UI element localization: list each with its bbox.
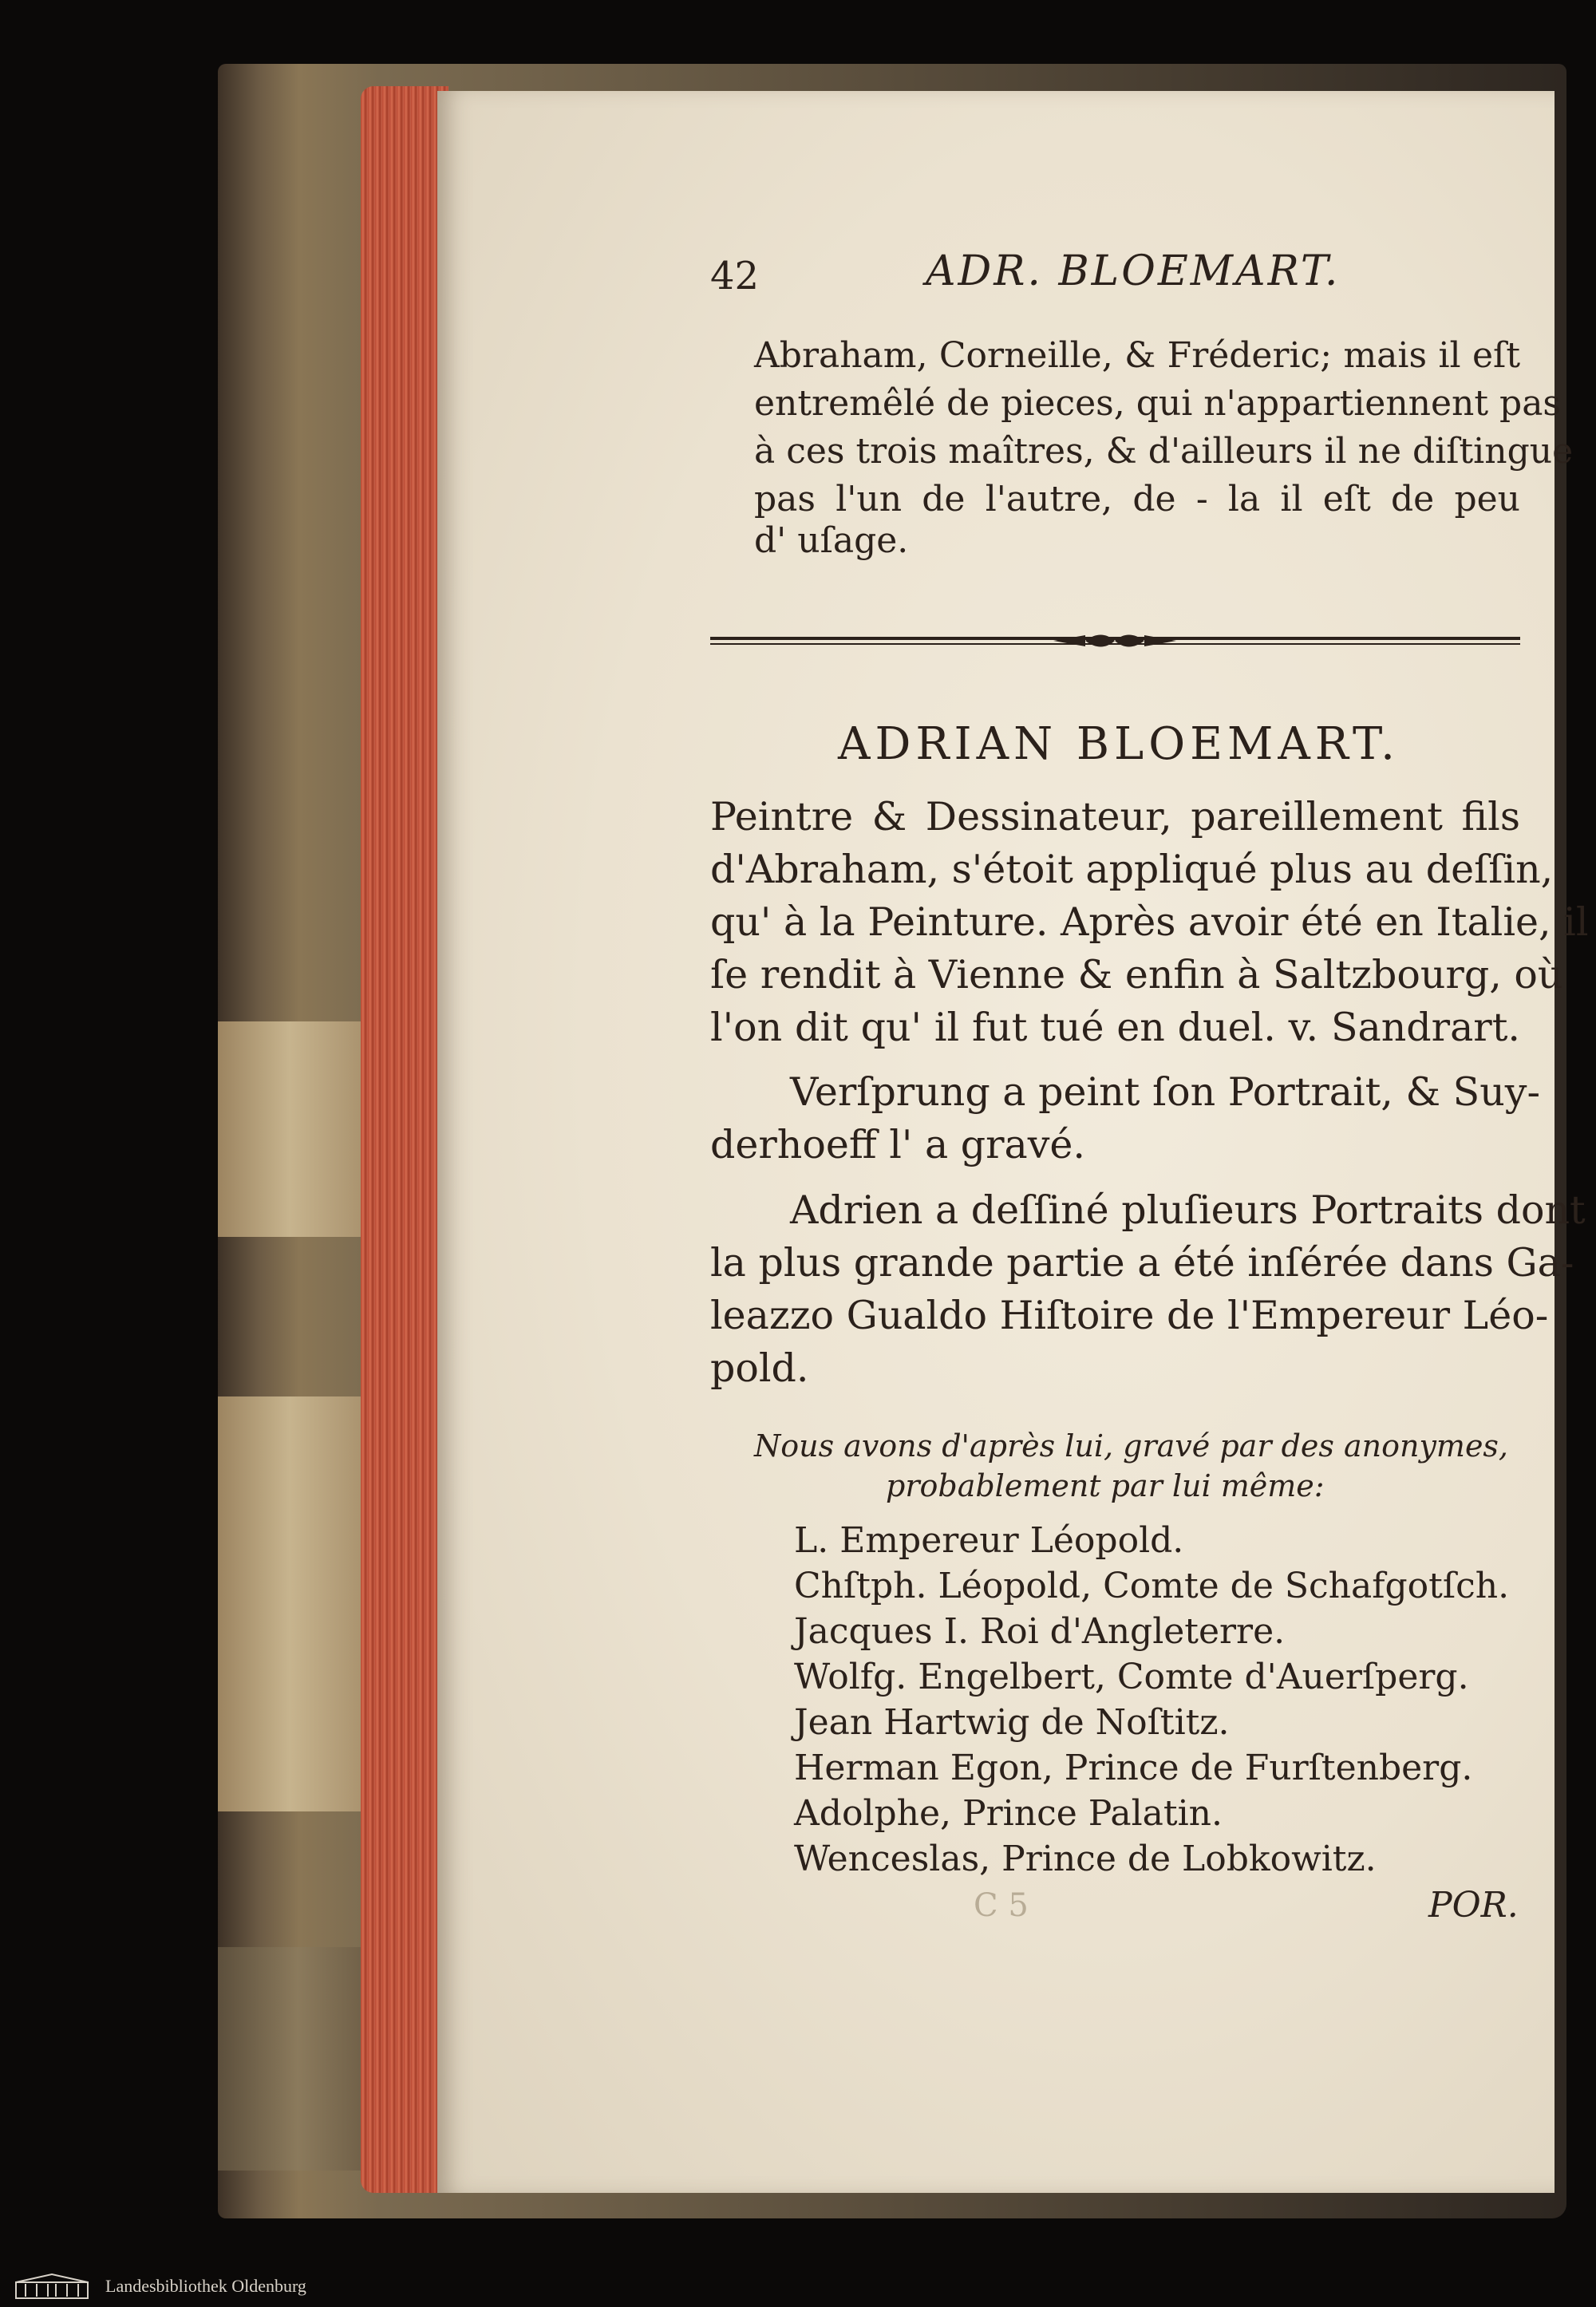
paragraph-line: d'Abraham, s'étoit appliqué plus au deſſin, — [710, 847, 1554, 892]
section-title: ADRIAN BLOEMART. — [838, 718, 1400, 770]
paragraph-line: pold. — [710, 1345, 809, 1391]
continuation-line: entremêlé de pieces, qui n'appartiennent pas — [754, 383, 1562, 424]
cover-spine-band — [218, 1021, 377, 1237]
signature-mark: C 5 — [974, 1887, 1029, 1924]
cover-spine-band — [218, 1396, 377, 1811]
paragraph-line: Adrien a deſſiné pluſieurs Portraits dont — [790, 1187, 1586, 1233]
paragraph-line: Verſprung a peint ſon Portrait, & Suy- — [790, 1069, 1541, 1115]
catchword: POR. — [1428, 1885, 1519, 1926]
paragraph-line: qu' à la Peinture. Après avoir été en Italie, il — [710, 899, 1589, 945]
paragraph-line: Peintre & Dessinateur, pareillement fils — [710, 794, 1520, 839]
portrait-list-item: Adolphe, Prince Palatin. — [794, 1793, 1223, 1834]
page-number: 42 — [710, 254, 760, 298]
library-building-icon — [14, 2273, 89, 2300]
continuation-line: Abraham, Corneille, & Fréderic; mais il eſt — [754, 335, 1520, 376]
portrait-list-item: Herman Egon, Prince de Furſtenberg. — [794, 1748, 1473, 1788]
continuation-line: d' uſage. — [754, 520, 909, 561]
continuation-line: pas l'un de l'autre, de - la il eſt de peu — [754, 479, 1520, 519]
footer-bar — [0, 2265, 1596, 2307]
portrait-list-item: Wenceslas, Prince de Lobkowitz. — [794, 1839, 1377, 1879]
paragraph-line: derhoeff l' a gravé. — [710, 1122, 1085, 1167]
list-caption: Nous avons d'après lui, gravé par des anonymes, — [754, 1428, 1509, 1464]
paragraph-line: l'on dit qu' il fut tué en duel. v. Sandrart. — [710, 1005, 1520, 1050]
portrait-list-item: Jean Hartwig de Noſtitz. — [794, 1702, 1230, 1743]
library-name: Landesbibliothek Oldenburg — [105, 2276, 306, 2296]
continuation-line: à ces trois maîtres, & d'ailleurs il ne diſtingue — [754, 431, 1574, 472]
portrait-list-item: Chſtph. Léopold, Comte de Schafgotſch. — [794, 1566, 1510, 1606]
paragraph-line: la plus grande partie a été inſérée dans Ga- — [710, 1240, 1574, 1286]
ornamental-rule — [710, 629, 1520, 653]
portrait-list-item: Jacques I. Roi d'Angleterre. — [794, 1611, 1286, 1652]
paragraph-line: ſe rendit à Vienne & enfin à Saltzbourg, où — [710, 952, 1563, 997]
list-caption: probablement par lui même: — [886, 1468, 1325, 1503]
running-title: ADR. BLOEMART. — [926, 247, 1341, 295]
red-page-edges — [361, 86, 448, 2193]
cover-spine-band — [218, 1947, 377, 2171]
paragraph-line: leazzo Gualdo Hiſtoire de l'Empereur Léo- — [710, 1293, 1549, 1338]
portrait-list-item: L. Empereur Léopold. — [794, 1520, 1184, 1561]
portrait-list-item: Wolfg. Engelbert, Comte d'Auerſperg. — [794, 1657, 1469, 1697]
